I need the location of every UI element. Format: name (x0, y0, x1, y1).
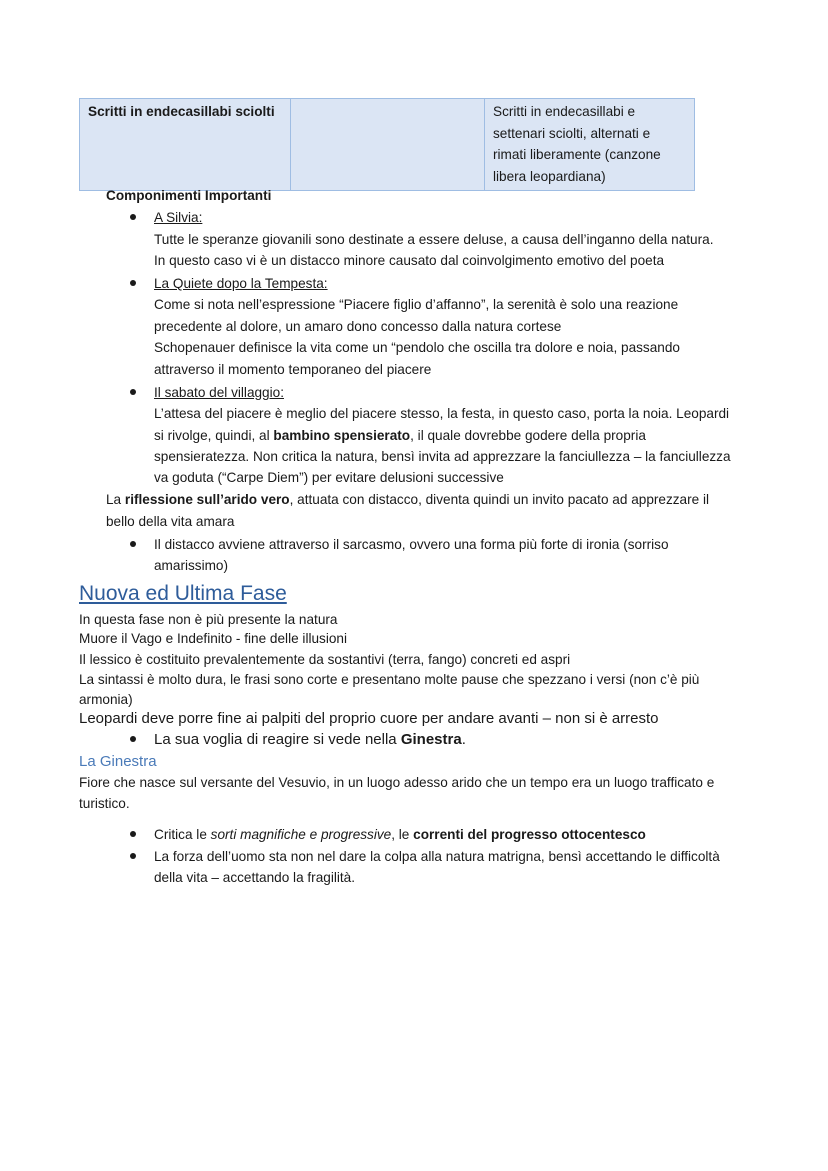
quiete-title: La Quiete dopo la Tempesta: (154, 276, 328, 291)
bullet-icon (130, 214, 136, 220)
sabato-line: va goduta (“Carpe Diem”) per evitare delusioni successive (154, 470, 504, 485)
sabato-line: L’attesa del piacere è meglio del piacere stesso, la festa, in questo caso, porta la noia. Leopardi (154, 406, 730, 421)
riflessione-line (106, 489, 709, 511)
riflessione-bold: riflessione sull’arido vero (124, 492, 290, 507)
quiete-line: Come si nota nell’espressione “Piacere figlio d’affanno”, la serenità è solo una reazione (154, 297, 679, 312)
table-cell-3-line: libera leopardiana) (493, 168, 606, 184)
bullet-icon (130, 853, 136, 859)
table-row (80, 99, 695, 191)
distacco-line: amarissimo) (154, 558, 229, 573)
table-cell-3-line: Scritti in endecasillabi e (493, 104, 636, 119)
ginestra-b1-mid: , le (391, 827, 414, 842)
silvia-line: In questo caso vi è un distacco minore causato dal coinvolgimento emotivo del poeta (154, 253, 665, 268)
nuova-fase-line: In questa fase non è più presente la natura (79, 612, 338, 627)
sabato-title: Il sabato del villaggio: (154, 385, 284, 400)
quiete-line: Schopenauer definisce la vita come un “pendolo che oscilla tra dolore e noia, passando (154, 340, 680, 355)
ginestra-line: Fiore che nasce sul versante del Vesuvio, in un luogo adesso arido che un tempo era un luogo trafficato e (79, 775, 715, 790)
ginestra-b1-bold: correnti del progresso ottocentesco (413, 827, 646, 842)
ginestra-line: turistico. (79, 796, 130, 811)
sabato-line-2-post: , il quale dovrebbe godere della propria (410, 428, 646, 443)
comparison-table (79, 98, 695, 191)
nuova-fase-line: Il lessico è costituito prevalentemente da sostantivi (terra, fango) concreti ed aspri (79, 652, 571, 667)
table-cell-3 (485, 99, 695, 191)
ginestra-ref-pre: La sua voglia di reagire si vede nella (154, 731, 401, 748)
table-cell-3-line: rimati liberamente (canzone (493, 147, 661, 162)
ginestra-b1-pre: Critica le (154, 827, 211, 842)
quiete-line: precedente al dolore, un amaro dono concesso dalla natura cortese (154, 319, 562, 334)
sabato-line: spensieratezza. Non critica la natura, bensì invita ad apprezzare la fanciullezza – la fanciullezza (154, 449, 731, 464)
nuova-fase-line: La sintassi è molto dura, le frasi sono corte e presentano molte pause che spezzano i versi (non c’è più (79, 672, 700, 687)
ginestra-bullet-2-line: della vita – accettando la fragilità. (154, 870, 356, 885)
sabato-line-2-pre: si rivolge, quindi, al (154, 428, 274, 443)
ginestra-ref-post: . (461, 731, 466, 748)
nuova-fase-line: armonia) (79, 692, 133, 707)
ginestra-b1-italic: sorti magnifiche e progressive (210, 827, 392, 842)
bullet-icon (130, 736, 136, 742)
nuova-fase-line: Muore il Vago e Indefinito - fine delle illusioni (79, 631, 347, 646)
table-cell-2 (291, 99, 485, 191)
ginestra-bullet-2-line: La forza dell’uomo sta non nel dare la colpa alla natura matrigna, bensì accettando le difficoltà (154, 849, 720, 864)
bullet-icon (130, 389, 136, 395)
sabato-line-2 (154, 425, 646, 447)
distacco-line: Il distacco avviene attraverso il sarcasmo, ovvero una forma più forte di ironia (sorriso (154, 537, 669, 552)
table-cell-3-line: settenari sciolti, alternati e (493, 125, 651, 141)
quiete-line: attraverso il momento temporaneo del piacere (154, 362, 432, 377)
riflessione-post: , attuata con distacco, diventa quindi un invito pacato ad apprezzare il (289, 492, 710, 507)
nuova-fase-bullet (154, 729, 466, 751)
riflessione-pre: La (106, 492, 125, 507)
ginestra-ref-bold: Ginestra (400, 731, 462, 748)
ginestra-heading: La Ginestra (79, 753, 157, 770)
ginestra-bullet-1 (154, 824, 646, 846)
bullet-icon (130, 541, 136, 547)
bullet-icon (130, 831, 136, 837)
bullet-icon (130, 280, 136, 286)
componimenti-heading: Componimenti Importanti (106, 188, 272, 203)
silvia-line: Tutte le speranze giovanili sono destinate a essere deluse, a causa dell’inganno della natura. (154, 232, 714, 247)
sabato-line-2-bold: bambino spensierato (273, 428, 411, 443)
nuova-fase-heading: Nuova ed Ultima Fase (79, 582, 287, 605)
nuova-fase-big-line: Leopardi deve porre fine ai palpiti del proprio cuore per andare avanti – non si è arresto (79, 710, 659, 727)
silvia-title: A Silvia: (154, 210, 203, 225)
table-cell-1: Scritti in endecasillabi sciolti (80, 99, 291, 191)
riflessione-line-2: bello della vita amara (106, 514, 235, 529)
